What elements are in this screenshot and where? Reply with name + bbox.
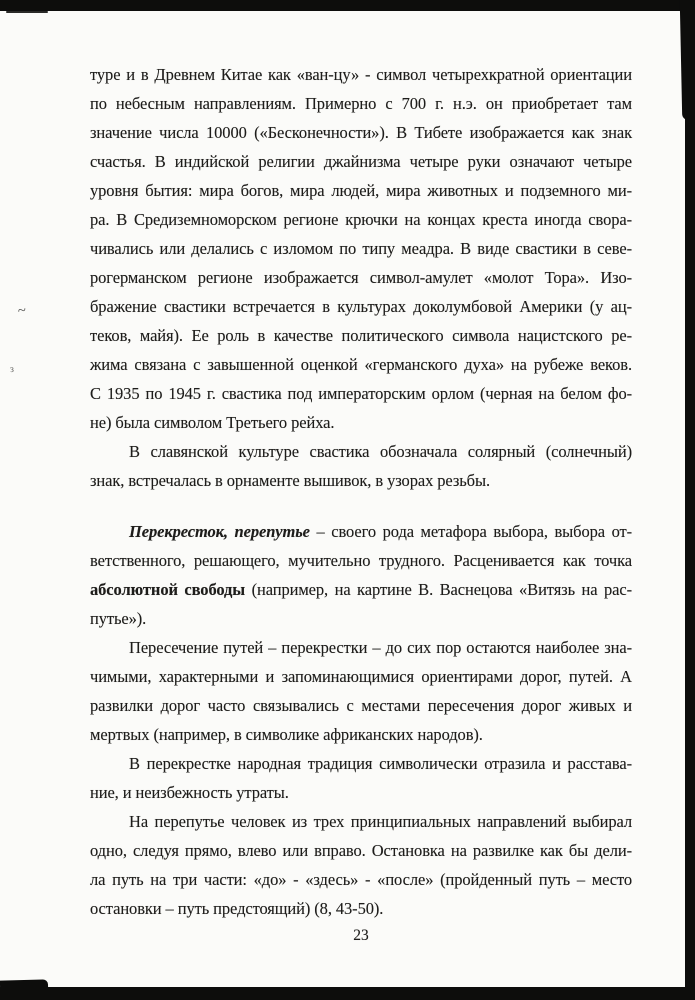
text-line — [90, 546, 632, 575]
text-line — [90, 379, 632, 408]
text-segment: не) была символом Третьего рейха. — [90, 413, 335, 432]
text-segment: одно, следуя прямо, влево или вправо. Остановка на развилке как бы дели- — [90, 841, 632, 860]
text-segment: ра. В Средиземноморском регионе крючки на концах креста иногда свора- — [90, 210, 632, 229]
margin-pencil-mark: ~ — [16, 302, 28, 320]
text-line — [90, 749, 632, 778]
text-segment: бражение свастики встречается в культурах доколумбовой Америки (у ац- — [90, 297, 632, 316]
text-segment: ние, и неизбежность утраты. — [90, 783, 289, 802]
text-segment: На перепутье человек из трех принципиальных направлений выбирал — [129, 812, 632, 831]
text-segment: мертвых (например, в символике африканских народов). — [90, 725, 483, 744]
text-block — [90, 60, 632, 923]
text-line — [90, 205, 632, 234]
paragraph — [90, 633, 632, 749]
paragraph — [90, 807, 632, 923]
text-line — [90, 662, 632, 691]
scan-border-right — [685, 0, 695, 1000]
text-line — [90, 118, 632, 147]
text-line — [90, 89, 632, 118]
text-line — [90, 350, 632, 379]
text-segment: туре и в Древнем Китае как «ван-цу» - символ четырехкратной ориентации — [90, 65, 632, 84]
emphasized-text: Перекресток, перепутье — [129, 522, 310, 541]
text-line — [90, 778, 632, 807]
paragraph — [90, 749, 632, 807]
text-segment: счастья. В индийской религии джайнизма четыре руки означают четыре — [90, 152, 632, 171]
margin-pencil-mark: з — [9, 363, 15, 376]
text-segment: знак, встречалась в орнаменте вышивок, в узорах резьбы. — [90, 471, 490, 490]
text-line — [90, 408, 632, 437]
text-segment: В славянской культуре свастика обозначала солярный (солнечный) — [129, 442, 632, 461]
text-segment: Пересечение путей – перекрестки – до сих пор остаются наиболее зна- — [129, 638, 632, 657]
paragraph — [90, 437, 632, 495]
text-line — [90, 517, 632, 546]
text-segment: С 1935 по 1945 г. свастика под императорским орлом (черная на белом фо- — [90, 384, 632, 403]
text-segment: чивались или делались с изломом по типу меадра. В виде свастики в севе- — [90, 239, 632, 258]
text-line — [90, 176, 632, 205]
scan-border-top — [0, 0, 695, 11]
text-segment: ла путь на три части: «до» - «здесь» - «после» (пройденный путь – место — [90, 870, 632, 889]
text-segment: ветственного, решающего, мучительно трудного. Расценивается как точка — [90, 551, 632, 570]
page-number: 23 — [353, 927, 369, 944]
text-segment: (например, на картине В. Васнецова «Витязь на рас- — [245, 580, 632, 599]
text-segment: развилки дорог часто связывались с местами пересечения дорог живых и — [90, 696, 632, 715]
text-line — [90, 234, 632, 263]
text-line — [90, 894, 632, 923]
text-line — [90, 836, 632, 865]
text-segment: В перекрестке народная традиция символически отразила и расстава- — [129, 754, 632, 773]
text-segment: уровня бытия: мира богов, мира людей, мира животных и подземного ми- — [90, 181, 632, 200]
text-segment: остановки – путь предстоящий) (8, 43-50). — [90, 899, 384, 918]
text-line — [90, 292, 632, 321]
text-line — [90, 147, 632, 176]
text-line — [90, 720, 632, 749]
text-segment: по небесным направлениям. Примерно с 700 г. н.э. он приобретает там — [90, 94, 632, 113]
text-segment: теков, майя). Ее роль в качестве политического символа нацистского ре- — [90, 326, 632, 345]
text-segment: значение числа 10000 («Бесконечности»). В Тибете изображается как знак — [90, 123, 632, 142]
text-line — [90, 604, 632, 633]
emphasized-text: абсолютной свободы — [90, 580, 246, 599]
text-line — [90, 60, 632, 89]
text-line — [90, 633, 632, 662]
text-line — [90, 691, 632, 720]
scan-border-top-artifact — [6, 11, 48, 13]
text-segment: – своего рода метафора выбора, выбора от- — [309, 522, 633, 541]
text-line — [90, 321, 632, 350]
text-segment: чимыми, характерными и запоминающимися ориентирами дорог, путей. А — [90, 667, 632, 686]
scan-border-bottom — [0, 987, 695, 1000]
text-line — [90, 263, 632, 292]
text-segment: рогерманском регионе изображается символ-амулет «молот Тора». Изо- — [90, 268, 632, 287]
paragraph — [90, 517, 632, 633]
text-line — [90, 437, 632, 466]
text-line — [90, 807, 632, 836]
paragraph — [90, 60, 632, 437]
text-line — [90, 575, 632, 604]
text-line — [90, 865, 632, 894]
text-line — [90, 466, 632, 495]
text-segment: жима связана с завышенной оценкой «германского духа» на рубеже веков. — [90, 355, 632, 374]
text-segment: путье»). — [90, 609, 147, 628]
